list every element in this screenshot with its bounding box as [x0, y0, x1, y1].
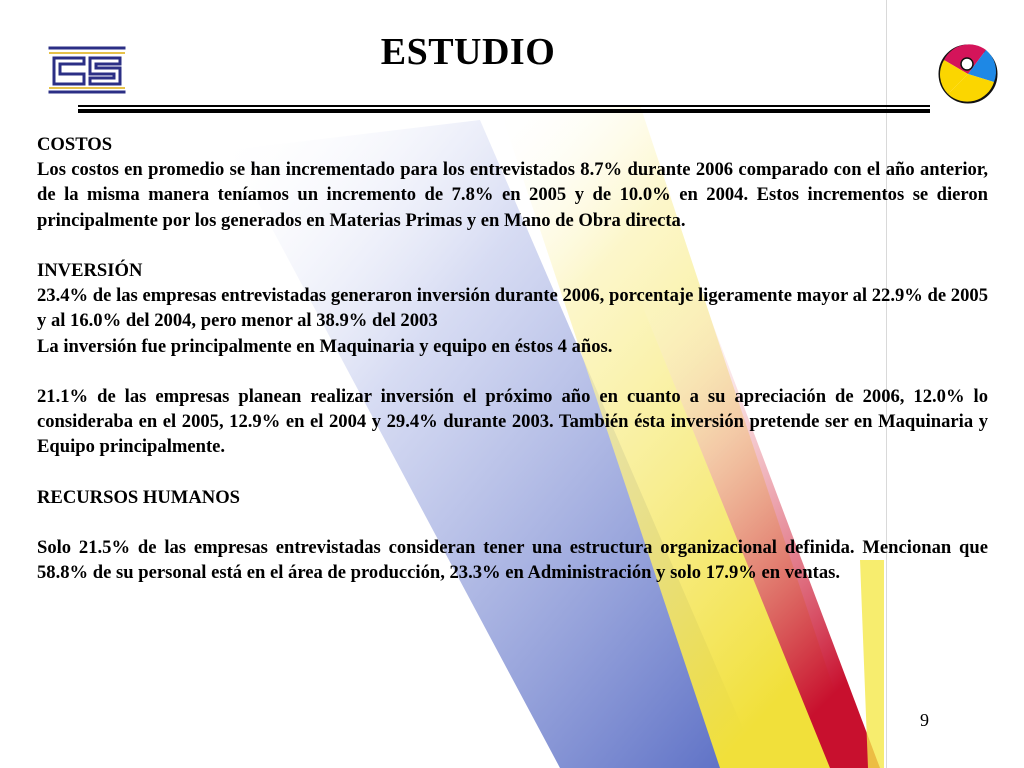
inversion-paragraph-2: La inversión fue principalmente en Maquinaria y equipo en éstos 4 años.	[37, 335, 613, 357]
page-number: 9	[920, 710, 929, 730]
content-body	[37, 132, 988, 586]
circle-color-logo-icon	[934, 42, 1002, 104]
header-rule-thin	[78, 105, 930, 107]
recursos-humanos-paragraph: Solo 21.5% de las empresas entrevistadas consideran tener una estructura organizacional definida. Mencionan que 58.8% de su personal está en el área de producción, 23.3% en Administración y solo 17.9% en ventas.	[37, 537, 988, 584]
recursos-humanos-heading: RECURSOS HUMANOS	[37, 486, 241, 508]
costos-paragraph: Los costos en promedio se han incrementado para los entrevistados 8.7% durante 2006 comparado con el año anterior, de la misma manera teníamos un incremento de 7.8% en 2005 y de 10.0% en 2004. Estos incrementos se dieron principalmente por los generados en Materias Primas y en Mano de Obra directa.	[37, 159, 988, 231]
costos-heading: COSTOS	[37, 134, 113, 155]
inversion-paragraph-1: 23.4% de las empresas entrevistadas generaron inversión durante 2006, porcentaje ligeramente mayor al 22.9% de 2005 y al 16.0% del 2004, pero menor al 38.9% del 2003	[37, 285, 988, 332]
inversion-paragraph-3: 21.1% de las empresas planean realizar inversión el próximo año en cuanto a su apreciación de 2006, 12.0% lo consideraba en el 2005, 12.9% en el 2004 y 29.4% durante 2003. También ésta inversión pretende ser en Maquinaria y Equipo principalmente.	[37, 386, 988, 458]
inversion-heading: INVERSIÓN	[37, 260, 143, 281]
header-rule-thick	[78, 109, 930, 113]
page-title: ESTUDIO	[380, 31, 556, 73]
